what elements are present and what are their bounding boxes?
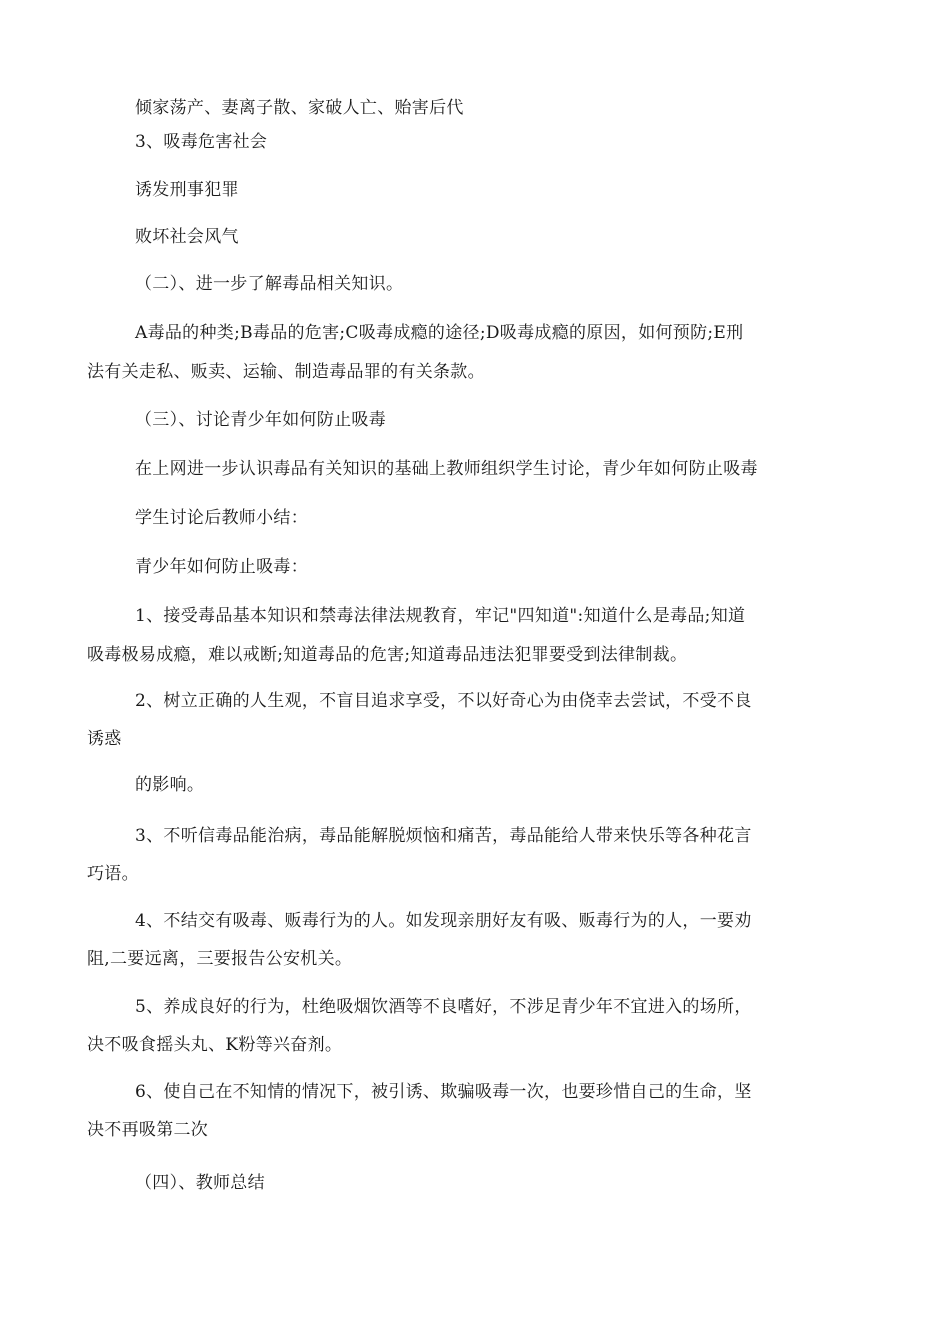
list-item-text: 决不再吸第二次	[87, 1120, 209, 1140]
list-item-text: 5、养成良好的行为，杜绝吸烟饮酒等不良嗜好，不涉足青少年不宜进入的场所，	[135, 997, 752, 1017]
section-heading: （三）、讨论青少年如何防止吸毒	[135, 410, 386, 430]
list-item-text: 4、不结交有吸毒、贩毒行为的人。如发现亲朋好友有吸、贩毒行为的人，一要劝	[135, 911, 752, 931]
list-item-text: 决不吸食摇头丸、K粉等兴奋剂。	[87, 1035, 343, 1055]
list-item-text: 诱惑	[87, 729, 122, 749]
text-line: 在上网进一步认识毒品有关知识的基础上教师组织学生讨论，青少年如何防止吸毒	[135, 459, 758, 479]
text-line: 诱发刑事犯罪	[135, 180, 239, 200]
text-line: 法有关走私、贩卖、运输、制造毒品罪的有关条款。	[87, 362, 485, 382]
list-item-text: 的影响。	[135, 775, 205, 795]
list-item-text: 阻,二要远离，三要报告公安机关。	[87, 949, 353, 969]
section-heading: 3、吸毒危害社会	[135, 132, 268, 152]
list-item-text: 吸毒极易成瘾，难以戒断;知道毒品的危害;知道毒品违法犯罪要受到法律制裁。	[87, 645, 688, 665]
list-item-text: 1、接受毒品基本知识和禁毒法律法规教育，牢记"四知道":知道什么是毒品;知道	[135, 606, 746, 626]
text-line: A毒品的种类;B毒品的危害;C吸毒成瘾的途径;D吸毒成瘾的原因，如何预防;E刑	[135, 323, 744, 343]
text-line: 学生讨论后教师小结：	[135, 508, 308, 528]
text-line: 倾家荡产、妻离子散、家破人亡、贻害后代	[135, 98, 464, 118]
list-item-text: 2、树立正确的人生观，不盲目追求享受，不以好奇心为由侥幸去尝试，不受不良	[135, 691, 752, 711]
list-item-text: 6、使自己在不知情的情况下，被引诱、欺骗吸毒一次，也要珍惜自己的生命，坚	[135, 1082, 752, 1102]
section-heading: （二）、进一步了解毒品相关知识。	[135, 274, 404, 294]
text-line: 青少年如何防止吸毒：	[135, 557, 308, 577]
section-heading: （四）、教师总结	[135, 1173, 265, 1193]
list-item-text: 巧语。	[87, 864, 139, 884]
list-item-text: 3、不听信毒品能治病，毒品能解脱烦恼和痛苦，毒品能给人带来快乐等各种花言	[135, 826, 752, 846]
text-line: 败坏社会风气	[135, 227, 239, 247]
